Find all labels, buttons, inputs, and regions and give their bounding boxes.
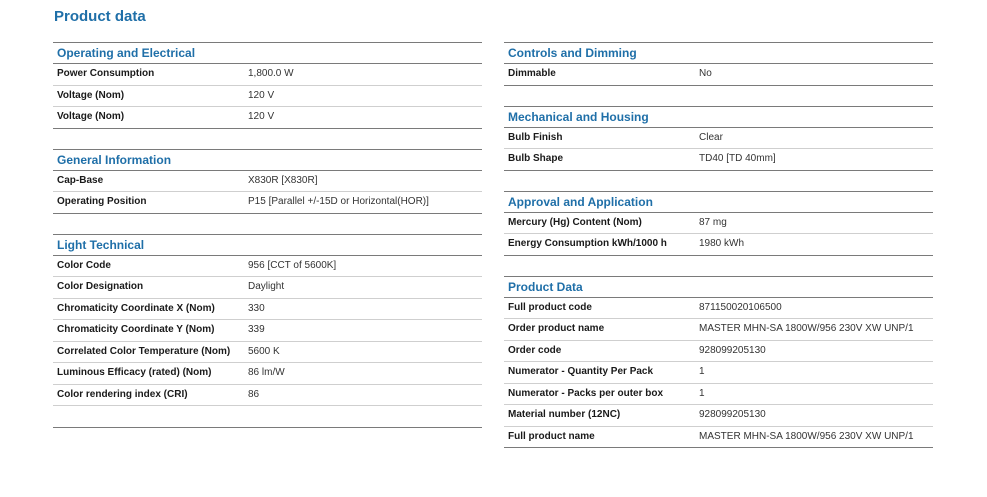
row-label: Color rendering index (CRI)	[57, 388, 188, 400]
row-label: Material number (12NC)	[508, 409, 621, 420]
row-value: 339	[248, 324, 265, 335]
section-title: General Information	[53, 150, 482, 171]
row-label: Mercury (Hg) Content (Nom)	[508, 216, 642, 228]
table-row	[504, 149, 933, 171]
table-row	[53, 385, 482, 407]
table-row	[504, 213, 933, 235]
table-row	[504, 128, 933, 150]
row-label: Full product name	[508, 430, 595, 442]
table-row	[53, 277, 482, 299]
section-product-data	[504, 276, 933, 449]
table-row	[53, 64, 482, 86]
section-general-information	[53, 149, 482, 214]
section-controls-and-dimming	[504, 42, 933, 86]
table-row	[53, 299, 482, 321]
row-value: 928099205130	[699, 409, 766, 420]
row-value: No	[699, 68, 712, 79]
row-label: Voltage (Nom)	[57, 89, 125, 101]
table-row	[504, 319, 933, 341]
table-row	[53, 256, 482, 278]
table-row	[53, 363, 482, 385]
row-label: Color Designation	[57, 281, 144, 292]
row-label: Order product name	[508, 323, 605, 334]
section-approval-and-application	[504, 191, 933, 256]
row-value: 86 lm/W	[248, 367, 285, 378]
table-row	[504, 234, 933, 256]
row-label: Operating Position	[57, 196, 147, 207]
row-value: 1	[699, 387, 705, 399]
row-label: Energy Consumption kWh/1000 h	[508, 238, 667, 249]
section-operating-and-electrical	[53, 42, 482, 129]
table-row	[504, 427, 933, 449]
table-row	[504, 405, 933, 427]
row-label: Dimmable	[508, 68, 556, 79]
row-label: Power Consumption	[57, 68, 155, 79]
row-value: 120 V	[248, 111, 275, 122]
row-value: 120 V	[248, 89, 275, 101]
row-value: 330	[248, 302, 265, 314]
row-value: TD40 [TD 40mm]	[699, 153, 776, 164]
row-label: Numerator - Quantity Per Pack	[508, 366, 654, 377]
table-row	[504, 64, 933, 86]
section-mechanical-and-housing	[504, 106, 933, 171]
table-row	[53, 86, 482, 108]
row-value: MASTER MHN-SA 1800W/956 230V XW UNP/1	[699, 430, 914, 442]
table-row	[504, 298, 933, 320]
row-value: Clear	[699, 131, 723, 143]
section-title: Controls and Dimming	[504, 43, 933, 64]
row-label: Color Code	[57, 259, 111, 271]
row-value: 87 mg	[699, 216, 727, 228]
row-value: 1	[699, 366, 705, 377]
row-value: 86	[248, 388, 260, 400]
table-row	[504, 384, 933, 406]
row-label: Luminous Efficacy (rated) (Nom)	[57, 367, 212, 378]
section-title: Approval and Application	[504, 192, 933, 213]
row-label: Chromaticity Coordinate Y (Nom)	[57, 324, 215, 335]
row-label: Voltage (Nom)	[57, 111, 125, 122]
table-row	[53, 107, 482, 129]
section-title: Product Data	[504, 277, 933, 298]
row-value: MASTER MHN-SA 1800W/956 230V XW UNP/1	[699, 323, 914, 334]
row-value: P15 [Parallel +/-15D or Horizontal(HOR)]	[248, 196, 429, 207]
row-label: Bulb Finish	[508, 131, 563, 143]
table-row	[53, 342, 482, 364]
empty-row	[53, 406, 482, 428]
table-row	[504, 362, 933, 384]
row-label: Full product code	[508, 301, 592, 313]
table-row	[53, 171, 482, 193]
row-value: 871150020106500	[699, 301, 782, 313]
section-light-technical	[53, 234, 482, 428]
row-value: 1980 kWh	[699, 238, 745, 249]
row-value: 1,800.0 W	[248, 68, 294, 79]
row-label: Numerator - Packs per outer box	[508, 387, 664, 399]
page-title: Product data	[54, 8, 146, 25]
table-row	[504, 341, 933, 363]
row-label: Bulb Shape	[508, 153, 564, 164]
table-row	[53, 320, 482, 342]
row-label: Correlated Color Temperature (Nom)	[57, 345, 231, 357]
row-label: Cap-Base	[57, 174, 104, 186]
row-value: 928099205130	[699, 344, 766, 356]
left-column	[53, 42, 482, 428]
row-value: 5600 K	[248, 345, 280, 357]
section-title: Light Technical	[53, 235, 482, 256]
row-value: 956 [CCT of 5600K]	[248, 259, 337, 271]
row-label: Order code	[508, 344, 562, 356]
row-value: Daylight	[248, 281, 285, 292]
right-column	[504, 42, 933, 448]
section-title: Operating and Electrical	[53, 43, 482, 64]
section-title: Mechanical and Housing	[504, 107, 933, 128]
table-row	[53, 192, 482, 214]
row-value: X830R [X830R]	[248, 174, 318, 186]
row-label: Chromaticity Coordinate X (Nom)	[57, 302, 215, 314]
